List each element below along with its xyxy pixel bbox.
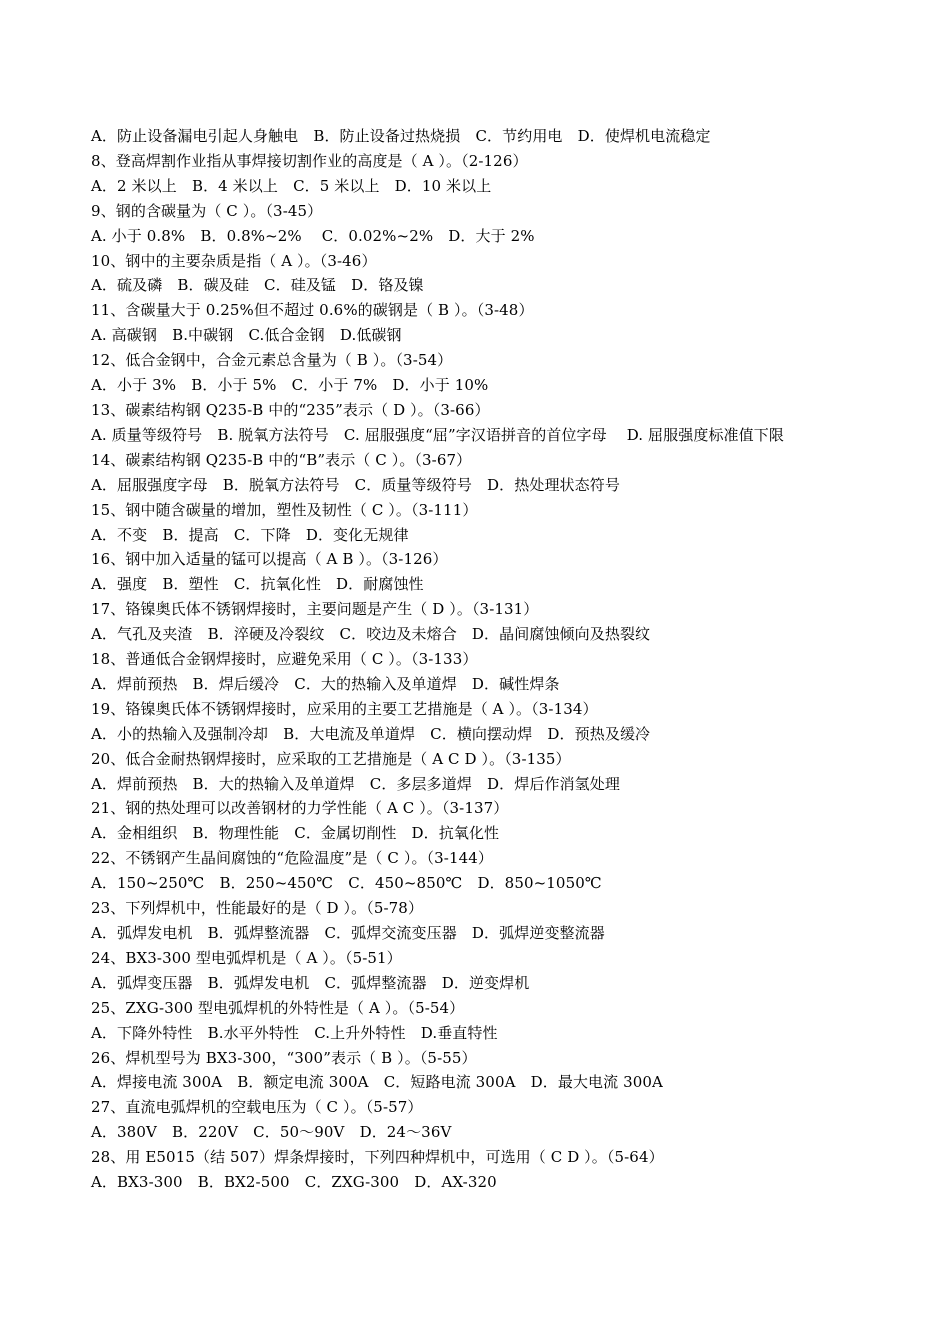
text-line: A．小的热输入及强制冷却 B．大电流及单道焊 C．横向摆动焊 D．预热及缓冷 xyxy=(91,724,651,743)
text-line: 18、普通低合金钢焊接时，应避免采用（ C ）。（3-133） xyxy=(91,650,478,669)
text-line: 24、BX3-300 型电弧焊机是（ A ）。（5-51） xyxy=(91,948,402,967)
text-line: 14、碳素结构钢 Q235-B 中的“B”表示（ C ）。（3-67） xyxy=(91,450,472,469)
text-line: 22、不锈钢产生晶间腐蚀的“危险温度”是（ C ）。（3-144） xyxy=(91,849,493,868)
text-line: A. 高碳钢 B.中碳钢 C.低合金钢 D.低碳钢 xyxy=(91,326,402,345)
text-line: 27、直流电弧焊机的空载电压为（ C ）。（5-57） xyxy=(91,1098,423,1117)
text-line: A．380V B．220V C．50～90V D．24～36V xyxy=(91,1123,452,1142)
text-line: 9、钢的含碳量为（ C ）。（3-45） xyxy=(91,201,323,220)
text-line: A．2 米以上 B．4 米以上 C．5 米以上 D．10 米以上 xyxy=(91,176,492,195)
text-line: 12、低合金钢中，合金元素总含量为（ B ）。（3-54） xyxy=(91,351,453,370)
text-line: 10、钢中的主要杂质是指（ A ）。（3-46） xyxy=(91,251,377,270)
text-line: A．150~250℃ B．250~450℃ C．450~850℃ D．850~1050℃ xyxy=(91,874,602,893)
text-line: 8、登高焊割作业指从事焊接切割作业的高度是（ A ）。（2-126） xyxy=(91,151,528,170)
text-line: 28、用 E5015（结 507）焊条焊接时，下列四种焊机中，可选用（ C D ）。（5-64） xyxy=(91,1148,664,1167)
text-line: A．屈服强度字母 B．脱氧方法符号 C．质量等级符号 D．热处理状态符号 xyxy=(91,475,620,494)
text-line: A．不变 B．提高 C．下降 D．变化无规律 xyxy=(91,525,409,544)
text-line: 20、低合金耐热钢焊接时，应采取的工艺措施是（ A C D ）。（3-135） xyxy=(91,749,571,768)
text-line: 26、焊机型号为 BX3-300，“300”表示（ B ）。（5-55） xyxy=(91,1048,477,1067)
text-line: 17、铬镍奥氏体不锈钢焊接时，主要问题是产生（ D ）。（3-131） xyxy=(91,600,539,619)
text-line: A．下降外特性 B.水平外特性 C.上升外特性 D.垂直特性 xyxy=(91,1023,498,1042)
text-line: A．弧焊发电机 B．弧焊整流器 C．弧焊交流变压器 D．弧焊逆变整流器 xyxy=(91,924,605,942)
text-line: A．金相组织 B．物理性能 C．金属切削性 D．抗氧化性 xyxy=(91,824,500,843)
text-line: A．弧焊变压器 B．弧焊发电机 C．弧焊整流器 D．逆变焊机 xyxy=(91,973,530,992)
text-line: A．焊接电流 300A B．额定电流 300A C．短路电流 300A D．最大电流 300A xyxy=(91,1073,663,1092)
text-line: 21、钢的热处理可以改善钢材的力学性能（ A C ）。（3-137） xyxy=(91,799,509,818)
text-line: 15、钢中随含碳量的增加，塑性及韧性（ C ）。（3-111） xyxy=(91,500,478,519)
text-line: A. 质量等级符号 B. 脱氧方法符号 C. 屈服强度“屈”字汉语拼音的首位字母 D. 屈服强度标准值下限 xyxy=(91,425,784,444)
text-line: 11、含碳量大于 0.25%但不超过 0.6%的碳钢是（ B ）。（3-48） xyxy=(91,301,534,320)
text-line: A．硫及磷 B．碳及硅 C．硅及锰 D．铬及镍 xyxy=(91,276,424,295)
text-line: 16、钢中加入适量的锰可以提高（ A B ）。（3-126） xyxy=(91,550,448,569)
text-line: A．小于 3% B．小于 5% C．小于 7% D．小于 10% xyxy=(91,376,489,395)
question-text-block xyxy=(91,124,866,1195)
text-line: A．气孔及夹渣 B．淬硬及冷裂纹 C．咬边及未熔合 D．晶间腐蚀倾向及热裂纹 xyxy=(91,625,651,644)
text-line: A．强度 B．塑性 C．抗氧化性 D．耐腐蚀性 xyxy=(91,575,424,594)
text-line: A. 小于 0.8% B．0.8%~2% C．0.02%~2% D．大于 2% xyxy=(91,226,535,245)
text-line: 23、下列焊机中，性能最好的是（ D ）。（5-78） xyxy=(91,899,424,918)
text-line: 19、铬镍奥氏体不锈钢焊接时，应采用的主要工艺措施是（ A ）。（3-134） xyxy=(91,699,598,718)
text-line: A．防止设备漏电引起人身触电 B．防止设备过热烧损 C．节约用电 D．使焊机电流稳定 xyxy=(91,127,711,145)
text-line: A．焊前预热 B．大的热输入及单道焊 C．多层多道焊 D．焊后作消氢处理 xyxy=(91,774,620,793)
text-line: A．焊前预热 B．焊后缓冷 C．大的热输入及单道焊 D．碱性焊条 xyxy=(91,674,560,693)
text-line: 25、ZXG-300 型电弧焊机的外特性是（ A ）。（5-54） xyxy=(91,998,465,1017)
text-line: 13、碳素结构钢 Q235-B 中的“235”表示（ D ）。（3-66） xyxy=(91,400,490,419)
text-line: A．BX3-300 B．BX2-500 C．ZXG-300 D．AX-320 xyxy=(91,1173,497,1192)
